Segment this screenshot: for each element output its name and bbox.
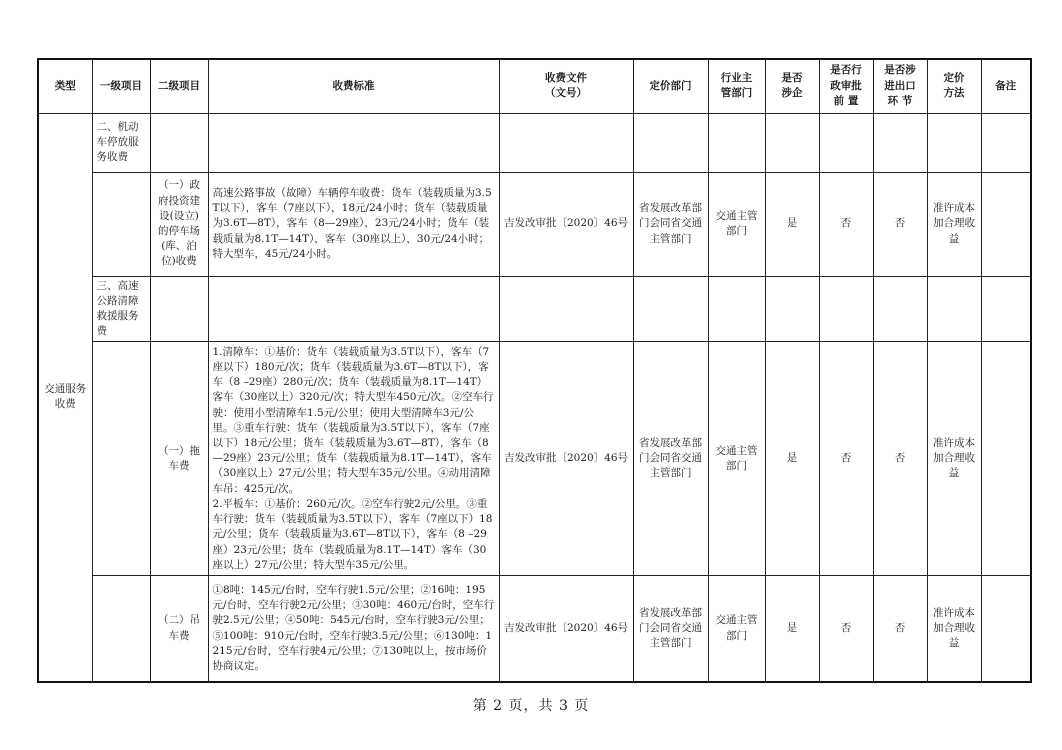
header-import-export: 是否涉 进出口 环 节 <box>873 59 927 113</box>
enterprise-cell: 是 <box>765 576 819 682</box>
empty-cell <box>633 276 708 342</box>
empty-cell <box>499 113 633 172</box>
import-export-cell: 否 <box>873 576 927 682</box>
fee-table <box>37 58 1032 683</box>
header-industry-dept: 行业主 管部门 <box>708 59 765 113</box>
admin-approval-cell: 否 <box>819 576 873 682</box>
table-row <box>38 342 1031 576</box>
empty-cell <box>708 276 765 342</box>
empty-cell <box>633 113 708 172</box>
empty-cell <box>873 113 927 172</box>
industry-dept-cell: 交通主管 部门 <box>708 172 765 276</box>
empty-cell <box>765 113 819 172</box>
remark-cell <box>981 172 1031 276</box>
method-cell: 准许成本 加合理收 益 <box>927 172 981 276</box>
header-row <box>38 59 1031 113</box>
import-export-cell: 否 <box>873 172 927 276</box>
header-level1: 一级项目 <box>92 59 150 113</box>
enterprise-cell: 是 <box>765 172 819 276</box>
table-row <box>38 276 1031 342</box>
empty-cell <box>92 576 150 682</box>
table-row <box>38 113 1031 172</box>
admin-approval-cell: 否 <box>819 342 873 576</box>
industry-dept-cell: 交通主管 部门 <box>708 576 765 682</box>
standard-cell: ①8吨：145元/台时，空车行驶1.5元/公里；②16吨：195元/台时，空车行驶2元/公里；③30吨：460元/台时，空车行驶2.5元/公里；④50吨：545元/台时，空车行驶3元/公里；⑤100吨：910元/台时，空车行驶3.5元/公里；⑥130吨：1215元/台时，空车行驶4元/公里；⑦130吨以上，按市场价协商议定。 <box>208 576 499 682</box>
empty-cell <box>208 113 499 172</box>
empty-cell <box>927 113 981 172</box>
pricing-dept-cell: 省发展改革部门会同省交通主管部门 <box>633 342 708 576</box>
pricing-dept-cell: 省发展改革部门会同省交通主管部门 <box>633 576 708 682</box>
level2-cell: （一）拖 车费 <box>150 342 208 576</box>
category-cell: 交通服务 收费 <box>38 113 92 682</box>
empty-cell <box>208 276 499 342</box>
empty-cell <box>92 342 150 576</box>
level2-cell: （一）政 府投资建 设(设立) 的停车场 (库、泊 位)收费 <box>150 172 208 276</box>
table-row <box>38 576 1031 682</box>
doc-cell: 吉发改审批〔2020〕46号 <box>499 576 633 682</box>
method-cell: 准许成本 加合理收 益 <box>927 342 981 576</box>
header-admin-approval: 是否行 政审批 前 置 <box>819 59 873 113</box>
header-standard: 收费标准 <box>208 59 499 113</box>
header-enterprise: 是否 涉企 <box>765 59 819 113</box>
empty-cell <box>708 113 765 172</box>
header-level2: 二级项目 <box>150 59 208 113</box>
empty-cell <box>765 276 819 342</box>
header-method: 定价 方法 <box>927 59 981 113</box>
doc-cell: 吉发改审批〔2020〕46号 <box>499 172 633 276</box>
standard-cell: 1.清障车：①基价：货车（装载质量为3.5T以下），客车（7座以下）180元/次；货车（装载质量为3.6T—8T以下），客车（8 –29座）280元/次；货车（装载质量为8.1T—14T）客车（30座以上）320元/次；特大型车450元/次。②空车行驶：使用小型清障车1.5元/公里；使用大型清障车3元/公里。③重车行驶：货车（装载质量为3.5T以下），客车（7座以下）18元/公里；货车（装载质量为3.6T—8T），客车（8—29座）23元/公里；货车（装载质量为8.1T—14T），客车（30座以上）27元/公里；特大型车35元/公里。④动用清障车吊：425元/次。 2.平板车：①基价：260元/次。②空车行驶2元/公里。③重车行驶：货车（装载质量为3.5T以下），客车（7座以下）18元/公里；货车（装载质量为3.6T—8T以下），客车（8 –29座）23元/公里；货车（装载质量为8.1T—14T）客车（30座以上）27元/公里；特大型车35元/公里。 <box>208 342 499 576</box>
import-export-cell: 否 <box>873 342 927 576</box>
table-row <box>38 172 1031 276</box>
header-pricing-dept: 定价部门 <box>633 59 708 113</box>
standard-cell: 高速公路事故（故障）车辆停车收费：货车（装载质量为3.5T以下），客车（7座以下），18元/24小时；货车（装载质量为3.6T—8T），客车（8—29座），23元/24小时；货车（装载质量为8.1T—14T），客车（30座以上），30元/24小时；特大型车，45元/24小时。 <box>208 172 499 276</box>
enterprise-cell: 是 <box>765 342 819 576</box>
empty-cell <box>927 276 981 342</box>
header-type: 类型 <box>38 59 92 113</box>
admin-approval-cell: 否 <box>819 172 873 276</box>
method-cell: 准许成本 加合理收 益 <box>927 576 981 682</box>
empty-cell <box>499 276 633 342</box>
header-remark: 备注 <box>981 59 1031 113</box>
page-footer: 第 2 页，共 3 页 <box>472 698 590 714</box>
empty-cell <box>819 113 873 172</box>
empty-cell <box>819 276 873 342</box>
empty-cell <box>873 276 927 342</box>
header-doc: 收费文件 （文号） <box>499 59 633 113</box>
empty-cell <box>150 276 208 342</box>
empty-cell <box>981 113 1031 172</box>
empty-cell <box>92 172 150 276</box>
level1-cell: 二、机动 车停放服 务收费 <box>92 113 150 172</box>
remark-cell <box>981 342 1031 576</box>
doc-cell: 吉发改审批〔2020〕46号 <box>499 342 633 576</box>
remark-cell <box>981 576 1031 682</box>
industry-dept-cell: 交通主管 部门 <box>708 342 765 576</box>
empty-cell <box>981 276 1031 342</box>
level2-cell: （二）吊 车费 <box>150 576 208 682</box>
pricing-dept-cell: 省发展改革部门会同省交通主管部门 <box>633 172 708 276</box>
level1-cell: 三、高速 公路清障 救援服务 费 <box>92 276 150 342</box>
empty-cell <box>150 113 208 172</box>
